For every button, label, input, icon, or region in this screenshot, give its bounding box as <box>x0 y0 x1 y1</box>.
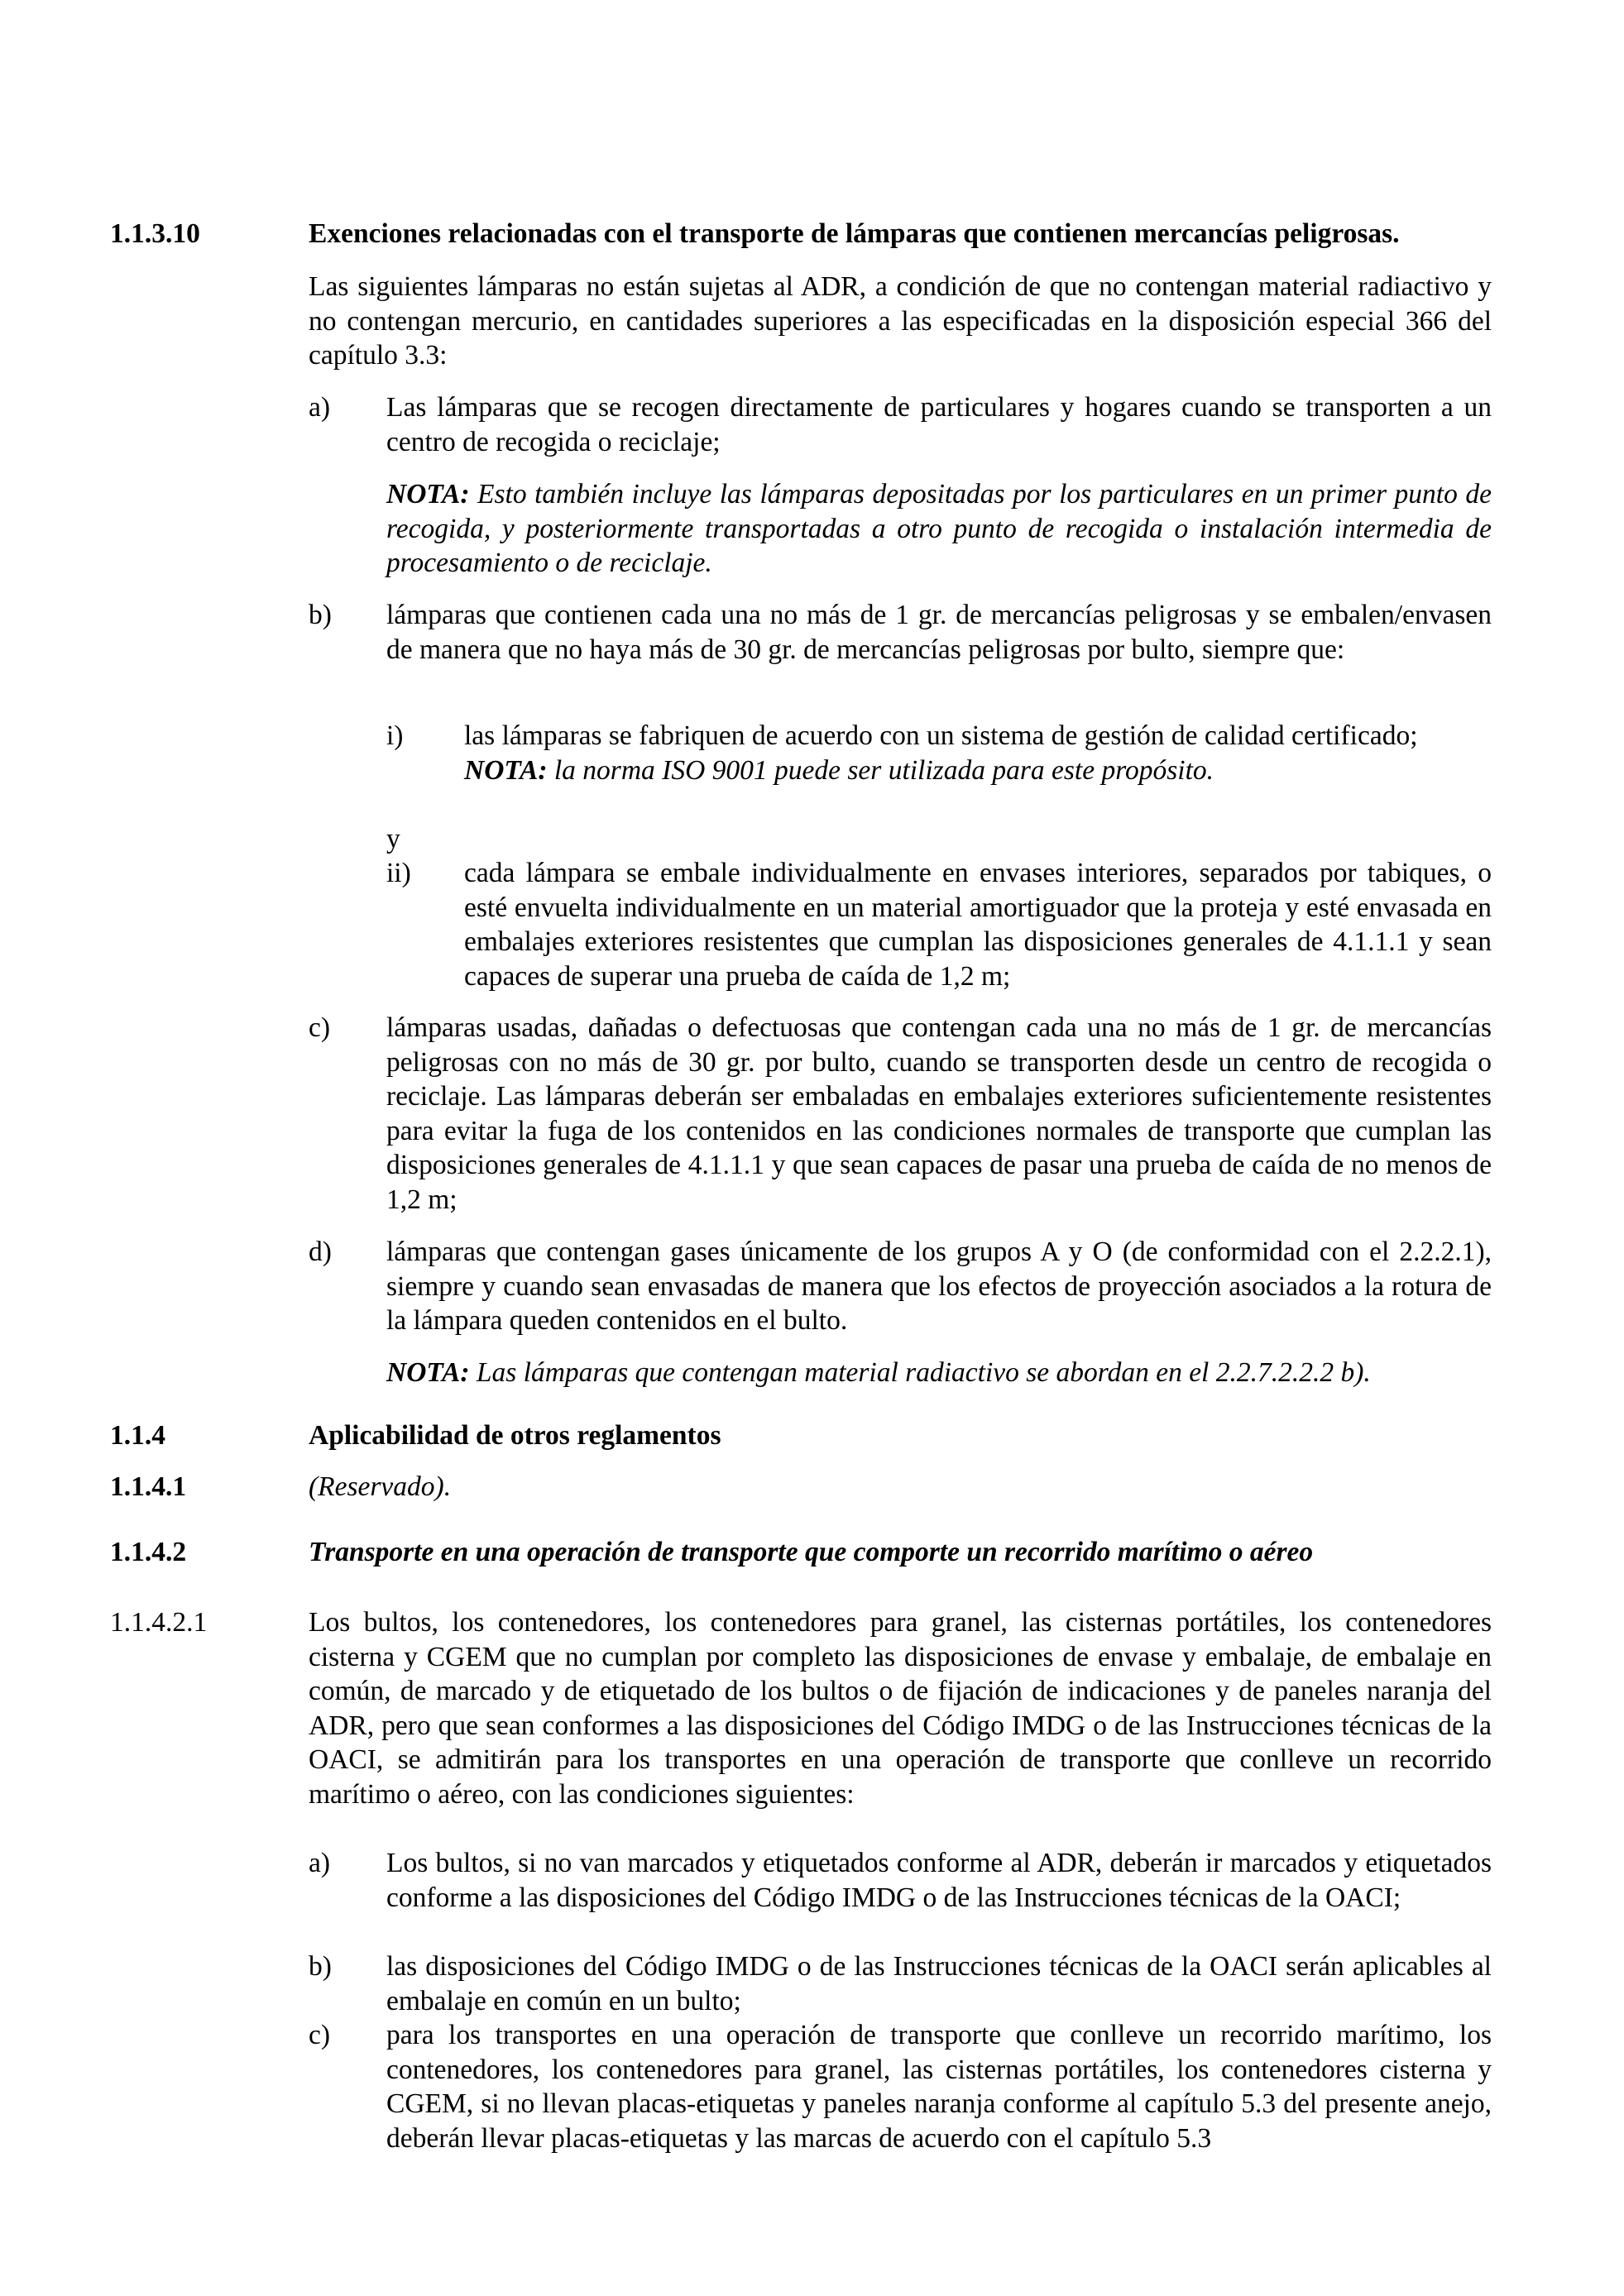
list-item-text: Las lámparas que se recogen directamente de particulares y hogares cuando se transporten a un centro de recogida o reciclaje; <box>386 392 1492 457</box>
list-item-text: para los transportes en una operación de transporte que conlleve un recorrido marítimo, los contenedores, los contenedores para granel, las cisternas portátiles, los contenedores cisterna y CGEM, si no llevan placas-etiquetas y paneles naranja conforme al capítulo 5.3 del presente anejo, deberán llevar placas-etiquetas y las marcas de acuerdo con el capítulo 5.3 <box>386 2020 1492 2154</box>
list-item-text: lámparas que contengan gases únicamente de los grupos A y O (de conformidad con el 2.2.2.1), siempre y cuando sean envasadas de manera que los efectos de proyección asociados a la rotura de la lámpara queden contenidos en el bulto. <box>386 1236 1492 1336</box>
section-number: 1.1.4.2 <box>110 1537 187 1567</box>
section-intro-paragraph: Las siguientes lámparas no están sujetas al ADR, a condición de que no contengan material radiactivo y no contengan mercurio, en cantidades superiores a las especificadas en la disposición especial 366 del capítulo 3.3: <box>309 271 1492 371</box>
conjunction-text: y <box>386 824 400 854</box>
sub-item-text: cada lámpara se embale individualmente en envases interiores, separados por tabiques, o esté envuelta individualmente en un material amortiguador que la proteja y esté envasada en embalajes exteriores resistentes que cumplan las disposiciones generales de 4.1.1.1 y sean capaces de superar una prueba de caída de 1,2 m; <box>464 858 1492 992</box>
section-number: 1.1.4.1 <box>110 1471 187 1502</box>
section-title: Transporte en una operación de transporte que comporte un recorrido marítimo o aéreo <box>309 1537 1314 1567</box>
list-item-label: b) <box>309 1951 332 1982</box>
list-item-label: a) <box>309 392 331 423</box>
list-item-text: lámparas que contienen cada una no más de 1 gr. de mercancías peligrosas y se embalen/envasen de manera que no haya más de 30 gr. de mercancías peligrosas por bulto, siempre que: <box>386 600 1492 665</box>
section-title: (Reservado). <box>309 1471 452 1502</box>
section-number: 1.1.4.2.1 <box>110 1607 208 1638</box>
section-intro-paragraph: Los bultos, los contenedores, los contenedores para granel, las cisternas portátiles, los contenedores cisterna y CGEM que no cumplan por completo las disposiciones de envase y embalaje, de embalaje en común, de marcado y de etiquetado de los bultos o de fijación de indicaciones y de paneles naranja del ADR, pero que sean conformes a las disposiciones del Código IMDG o de las Instrucciones técnicas de la OACI, se admitirán para los transportes en una operación de transporte que conlleve un recorrido marítimo o aéreo, con las condiciones siguientes: <box>309 1607 1492 1810</box>
section-title: Exenciones relacionadas con el transporte de lámparas que contienen mercancías peligrosas. <box>309 218 1400 249</box>
note-text: Las lámparas que contengan material radiactivo se abordan en el 2.2.7.2.2.2 b). <box>469 1357 1371 1388</box>
section-number: 1.1.4 <box>110 1420 165 1451</box>
sub-item-label: i) <box>386 720 404 751</box>
sub-item-body <box>464 719 1492 787</box>
list-item-label: b) <box>309 600 332 630</box>
list-item-label: c) <box>309 1012 331 1043</box>
list-item-label: d) <box>309 1236 332 1267</box>
list-item-text: Los bultos, si no van marcados y etiquetados conforme al ADR, deberán ir marcados y etiquetados conforme a las disposiciones del Código IMDG o de las Instrucciones técnicas de la OACI; <box>386 1848 1492 1913</box>
note-paragraph <box>386 477 1492 581</box>
list-item-text: las disposiciones del Código IMDG o de las Instrucciones técnicas de la OACI serán aplicables al embalaje en común en un bulto; <box>386 1951 1492 2016</box>
sub-item-note <box>464 753 1492 788</box>
list-item-text: lámparas usadas, dañadas o defectuosas que contengan cada una no más de 1 gr. de mercancías peligrosas con no más de 30 gr. por bulto, cuando se transporten desde un centro de recogida o reciclaje. Las lámparas deberán ser embaladas en embalajes exteriores suficientemente resistentes para evitar la fuga de los contenidos en las condiciones normales de transporte que cumplan las disposiciones generales de 4.1.1.1 y que sean capaces de pasar una prueba de caída de no menos de 1,2 m; <box>386 1012 1492 1215</box>
note-label: NOTA: <box>386 1357 470 1388</box>
list-item-label: c) <box>309 2020 331 2050</box>
list-item-label: a) <box>309 1848 331 1878</box>
note-text: Esto también incluye las lámparas depositadas por los particulares en un primer punto de recogida, y posteriormente transportadas a otro punto de recogida o instalación intermedia de procesamiento o de reciclaje. <box>386 479 1492 578</box>
note-paragraph <box>386 1356 1492 1390</box>
sub-item-text: las lámparas se fabriquen de acuerdo con un sistema de gestión de calidad certificado; <box>464 720 1418 751</box>
note-label: NOTA: <box>386 479 470 509</box>
section-title: Aplicabilidad de otros reglamentos <box>309 1420 721 1451</box>
note-text: la norma ISO 9001 puede ser utilizada para este propósito. <box>547 754 1214 786</box>
note-label: NOTA: <box>464 754 548 786</box>
section-number: 1.1.3.10 <box>110 218 200 249</box>
sub-item-label: ii) <box>386 858 411 888</box>
